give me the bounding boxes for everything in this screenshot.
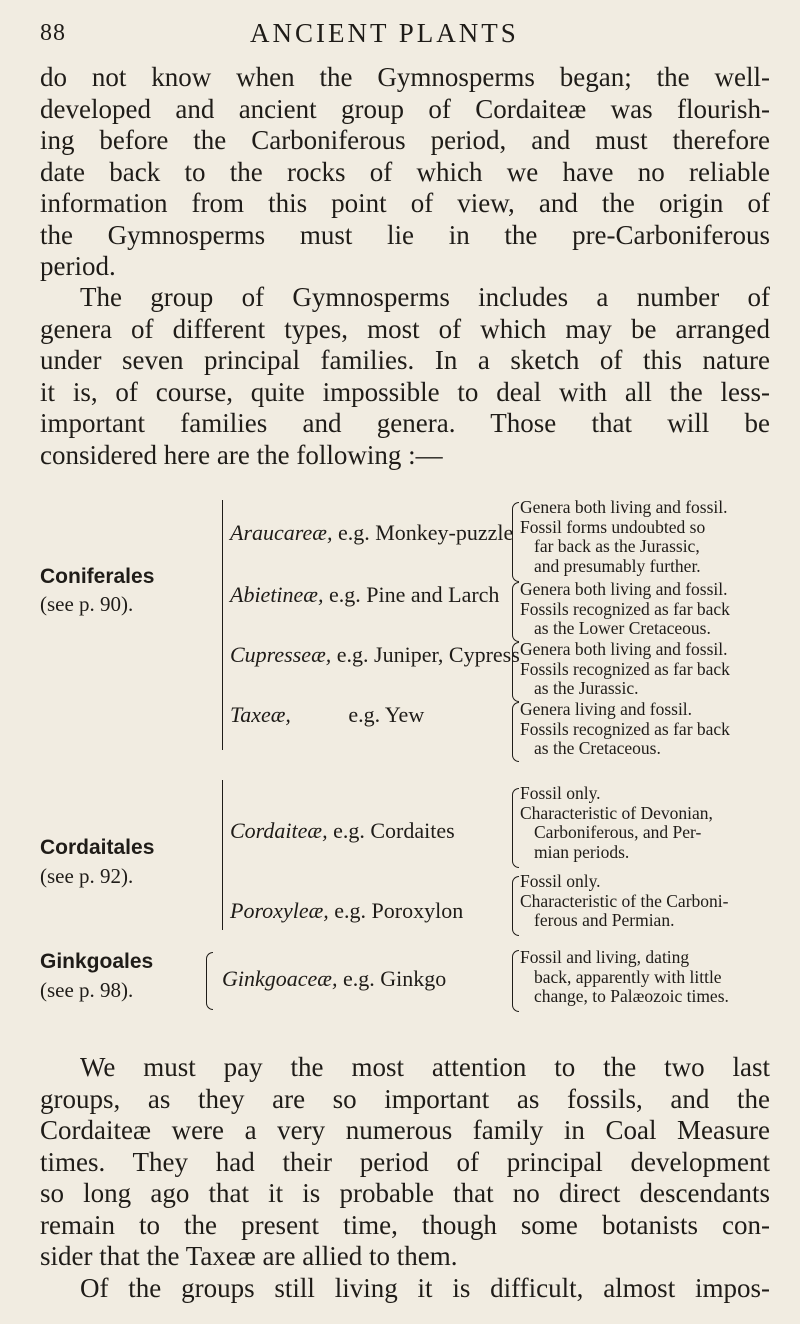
- group-name-ginkgoales: Ginkgoales: [40, 950, 154, 973]
- brace: [512, 502, 519, 582]
- paragraph-3: [40, 1052, 770, 1304]
- family-entry: Cordaiteæ, e.g. Cordaites: [230, 818, 455, 843]
- family-note: Genera both living and fossil. Fossils recognized as far back as the Jurassic.: [520, 639, 730, 698]
- group-name-cordaitales: Cordaitales: [40, 836, 155, 859]
- text-line: remain to the present time, though some botanists con-: [40, 1209, 770, 1240]
- brace: [512, 788, 519, 868]
- brace: [512, 582, 519, 642]
- brace: [512, 702, 519, 762]
- text-line: date back to the rocks of which we have no reliable: [40, 156, 770, 187]
- brace: [512, 642, 519, 702]
- family-note: Genera living and fossil. Fossils recognized as far back as the Cretaceous.: [520, 699, 730, 758]
- text-line: times. They had their period of principal development: [40, 1146, 770, 1177]
- family-entry: Cupresseæ, e.g. Juniper, Cypress: [230, 642, 520, 667]
- text-line: genera of different types, most of which may be arranged: [40, 313, 770, 344]
- text-line: do not know when the Gymnosperms began; the well-: [40, 62, 770, 92]
- family-note: Fossil only. Characteristic of the Carboni- ferous and Permian.: [520, 871, 729, 930]
- family-note: Fossil and living, dating back, apparently with little change, to Palæozoic times.: [520, 947, 729, 1006]
- family-entry: Araucareæ, e.g. Monkey-puzzle: [230, 520, 514, 545]
- text-line: under seven principal families. In a sketch of this nature: [40, 345, 770, 375]
- running-title: ANCIENT PLANTS: [250, 18, 519, 48]
- text-line: Of the groups still living it is difficult, almost impos-: [80, 1272, 770, 1303]
- group-see-reference: (see p. 98).: [40, 978, 134, 1002]
- group-bar: [222, 780, 223, 930]
- group-name-coniferales: Coniferales: [40, 565, 155, 588]
- text-line: information from this point of view, and the origin of: [40, 188, 770, 218]
- text-line: so long ago that it is probable that no direct descendants: [40, 1178, 770, 1208]
- text-line: considered here are the following :—: [40, 439, 443, 470]
- group-see-reference: (see p. 90).: [40, 592, 134, 616]
- text-line: period.: [40, 251, 116, 281]
- family-note: Genera both living and fossil. Fossils recognized as far back as the Lower Cretaceous.: [520, 579, 730, 638]
- paragraph-1: [40, 62, 770, 283]
- family-note: Genera both living and fossil. Fossil forms undoubted so far back as the Jurassic, and presumably further.: [520, 497, 728, 576]
- text-line: The group of Gymnosperms includes a number of: [80, 282, 770, 312]
- text-line: sider that the Taxeæ are allied to them.: [40, 1241, 458, 1271]
- family-entry: Taxeæ, e.g. Yew: [230, 702, 425, 727]
- page-number: 88: [40, 20, 66, 46]
- group-see-reference: (see p. 92).: [40, 864, 134, 888]
- group-bar: [222, 500, 223, 750]
- text-line: Cordaiteæ were a very numerous family in Coal Measure: [40, 1115, 770, 1145]
- family-note: Fossil only. Characteristic of Devonian, Carboniferous, and Per- mian periods.: [520, 783, 713, 862]
- text-line: the Gymnosperms must lie in the pre-Carboniferous: [40, 219, 770, 250]
- brace: [512, 950, 519, 1012]
- text-line: groups, as they are so important as fossils, and the: [40, 1083, 770, 1114]
- brace: [512, 876, 519, 936]
- text-line: ing before the Carboniferous period, and must therefore: [40, 125, 770, 155]
- text-line: We must pay the most attention to the two last: [80, 1052, 770, 1082]
- text-line: important families and genera. Those that will be: [40, 408, 770, 438]
- brace: [206, 952, 213, 1010]
- text-line: developed and ancient group of Cordaiteæ was flourish-: [40, 93, 770, 124]
- page-header: [0, 18, 800, 48]
- paragraph-2: [40, 282, 770, 471]
- family-entry: Abietineæ, e.g. Pine and Larch: [230, 582, 500, 607]
- text-line: it is, of course, quite impossible to deal with all the less-: [40, 376, 770, 407]
- family-entry: Poroxyleæ, e.g. Poroxylon: [230, 898, 464, 923]
- family-entry: Ginkgoaceæ, e.g. Ginkgo: [222, 966, 447, 991]
